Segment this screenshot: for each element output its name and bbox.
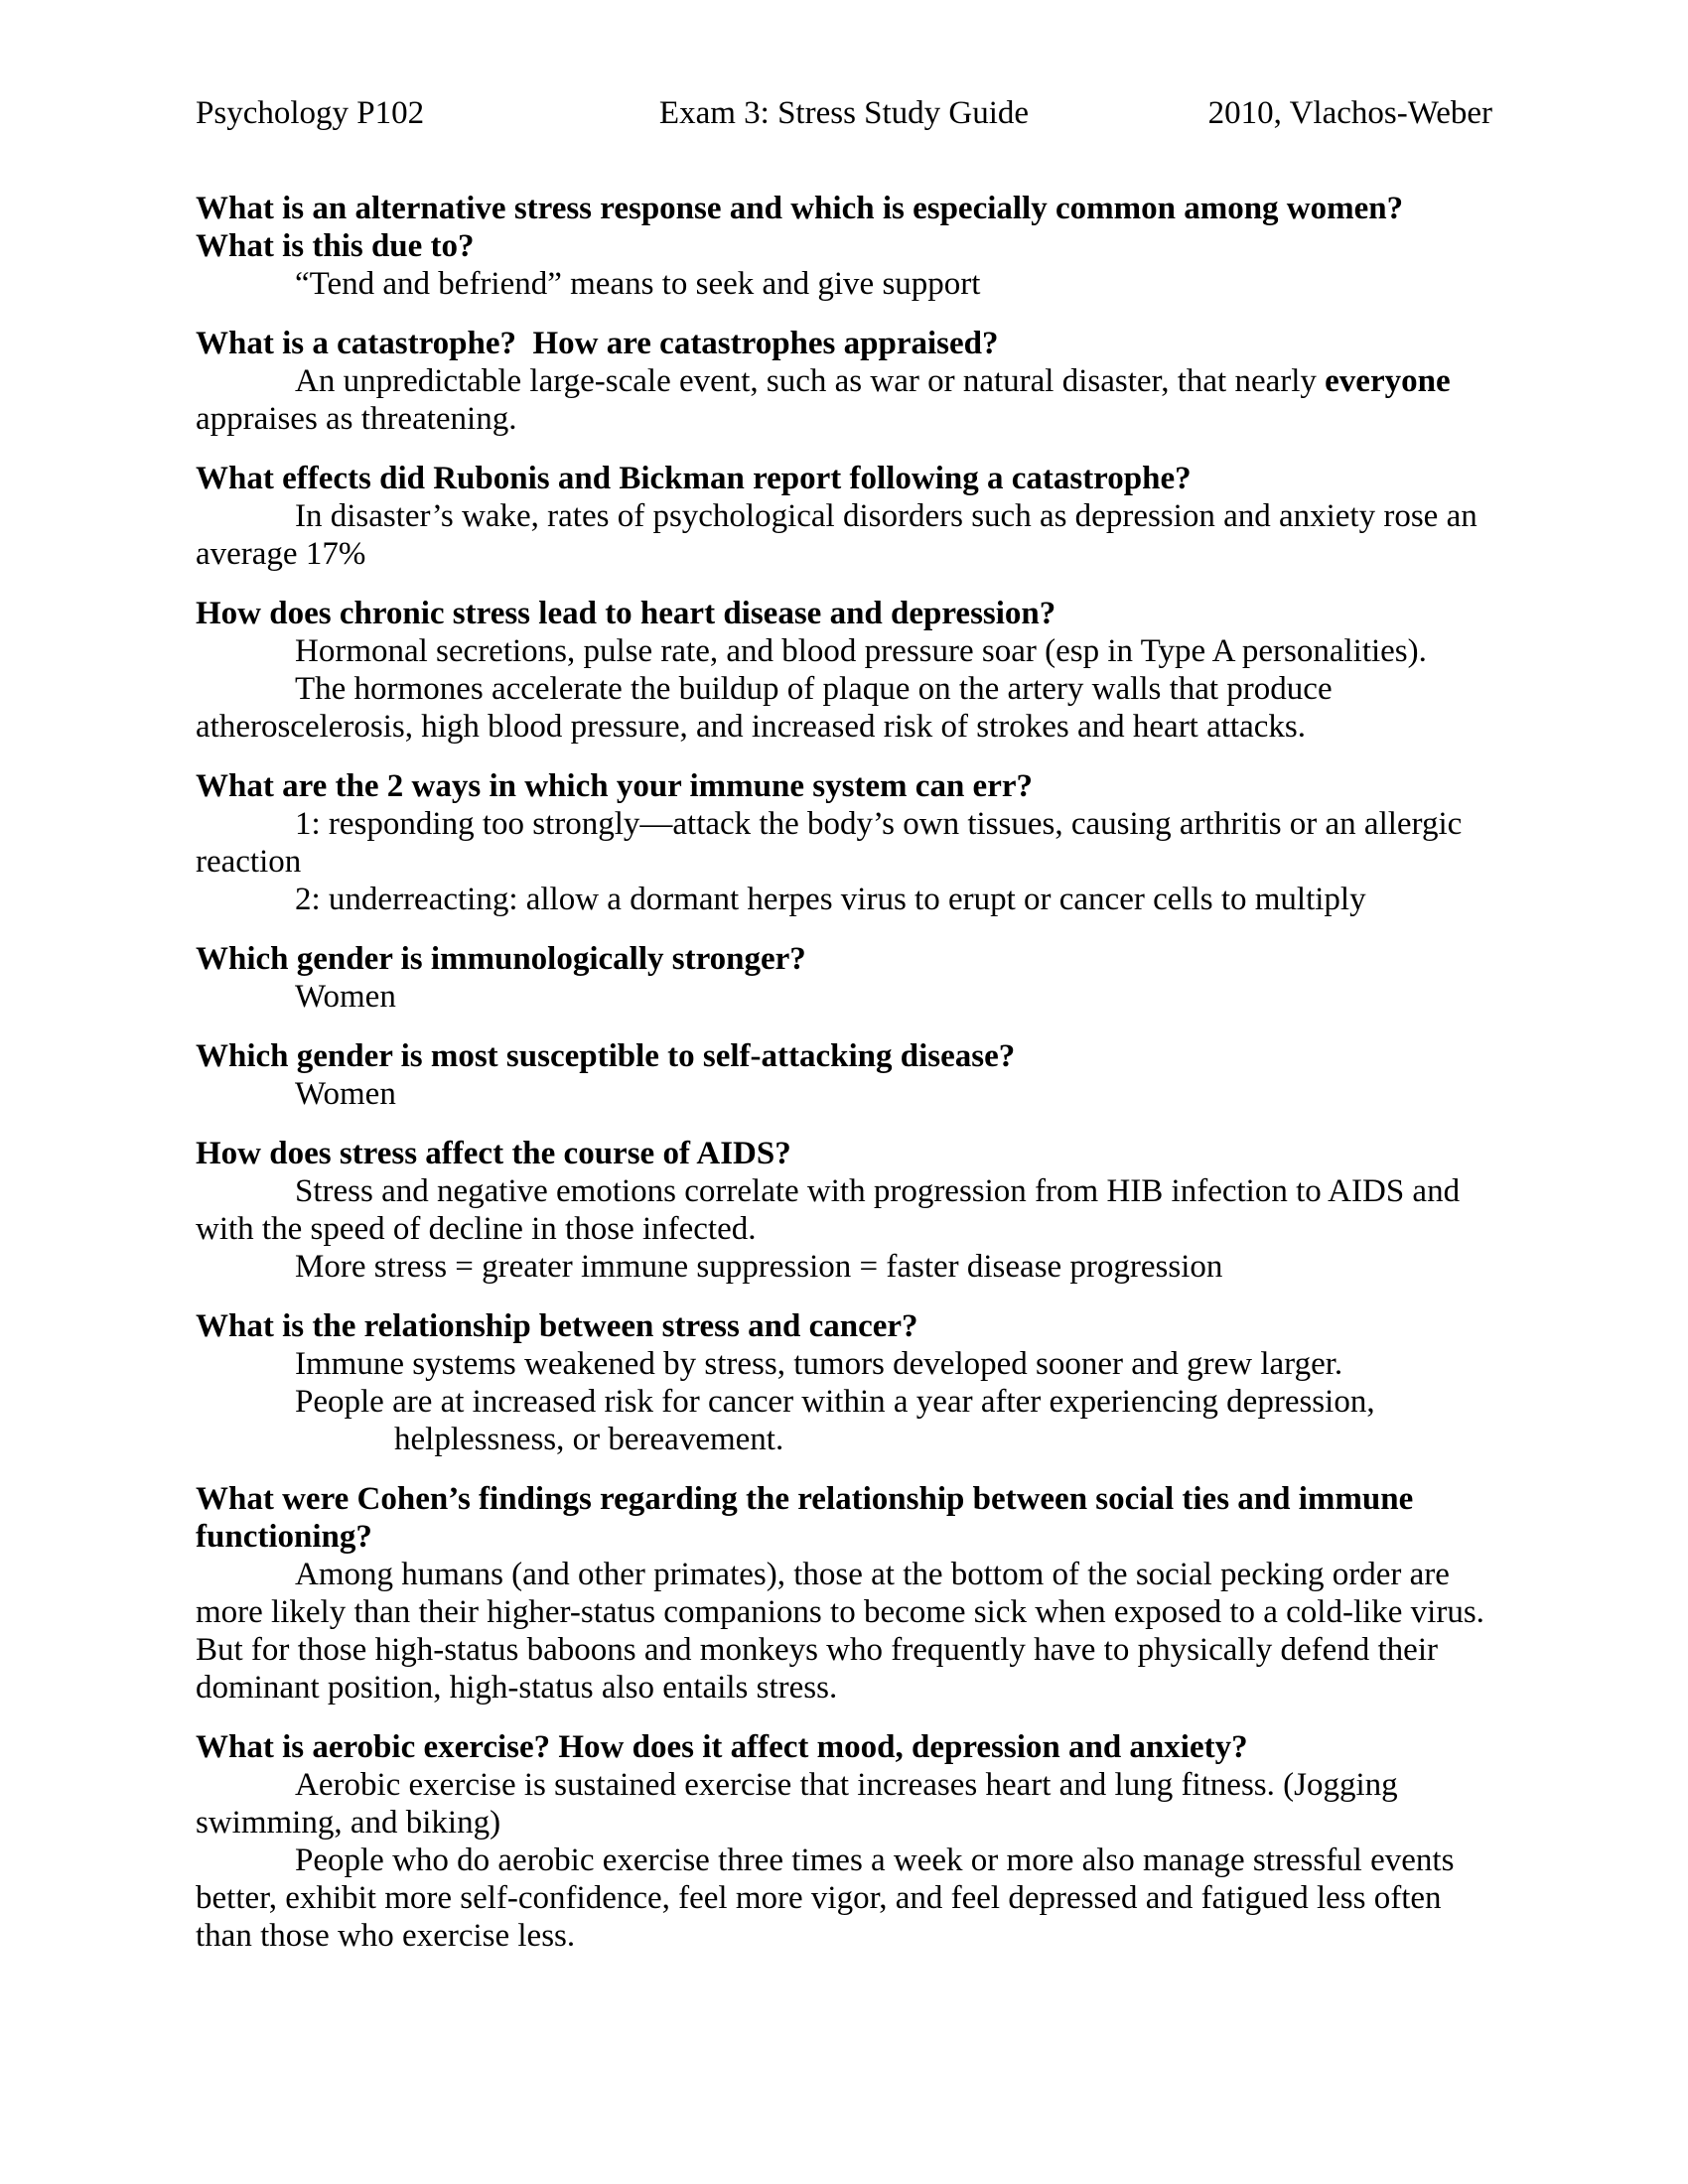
answer-text: In disaster’s wake, rates of psychological disorders such as depression and anxiety rose an average 17% xyxy=(196,498,1485,572)
question-text: What is an alternative stress response and which is especially common among women? What is this due to? xyxy=(196,191,1420,264)
answer-line xyxy=(196,497,1492,573)
answer-text: Aerobic exercise is sustained exercise that increases heart and lung fitness. (Jogging swimming, and biking) xyxy=(196,1767,1406,1841)
answer-text: helplessness, or bereavement. xyxy=(394,1422,784,1457)
question-text: What is a catastrophe? How are catastrophes appraised? xyxy=(196,326,999,361)
answer-text: 1: responding too strongly—attack the body’s own tissues, causing arthritis or an allergic reaction xyxy=(196,806,1471,880)
question-text: What are the 2 ways in which your immune system can err? xyxy=(196,768,1033,804)
answer-line xyxy=(196,632,1492,670)
question-text: What is aerobic exercise? How does it affect mood, depression and anxiety? xyxy=(196,1729,1248,1765)
answer-line xyxy=(196,265,1492,303)
answer-text: Women xyxy=(295,979,396,1015)
answer-text: “Tend and befriend” means to seek and give support xyxy=(295,266,981,302)
answer-line xyxy=(196,1345,1492,1383)
qa-section xyxy=(196,1728,1492,1955)
qa-list xyxy=(196,190,1501,1955)
qa-section xyxy=(196,1307,1492,1458)
answer-bold-text: everyone xyxy=(1325,363,1451,399)
qa-section xyxy=(196,1135,1492,1286)
header-course: Psychology P102 xyxy=(196,95,425,131)
answer-line xyxy=(196,881,1492,918)
answer-text: People who do aerobic exercise three times a week or more also manage stressful events better, exhibit more self-confidence, feel more vigor, and feel depressed and fatigued less often than those who exercise less. xyxy=(196,1843,1463,1954)
answer-lines xyxy=(196,1172,1492,1286)
qa-section xyxy=(196,460,1492,573)
answer-lines xyxy=(196,362,1492,438)
qa-section xyxy=(196,1480,1501,1706)
answer-text: appraises as threatening. xyxy=(196,363,1459,437)
question-text: What effects did Rubonis and Bickman report following a catastrophe? xyxy=(196,461,1192,496)
header-title: Exam 3: Stress Study Guide xyxy=(658,95,1030,131)
question-text: How does stress affect the course of AIDS? xyxy=(196,1136,791,1171)
answer-lines xyxy=(196,265,1492,303)
answer-lines xyxy=(196,1345,1492,1458)
answer-text: Among humans (and other primates), those at the bottom of the social pecking order are more likely than their higher-status companions to become sick when exposed to a cold-like virus. But for those high-status baboons and monkeys who frequently have to physically defend their dominant position, high-status also entails stress. xyxy=(196,1557,1501,1706)
answer-line xyxy=(196,1766,1492,1842)
header-author-year: 2010, Vlachos-Weber xyxy=(1207,95,1492,131)
answer-text: Women xyxy=(295,1076,396,1112)
answer-line xyxy=(196,1172,1492,1248)
answer-lines xyxy=(196,978,1492,1016)
answer-line xyxy=(196,1842,1492,1955)
question-text: What were Cohen’s findings regarding the relationship between social ties and immune functioning? xyxy=(196,1481,1422,1555)
answer-text: An unpredictable large-scale event, such as war or natural disaster, that nearly xyxy=(295,363,1326,399)
answer-text: 2: underreacting: allow a dormant herpes virus to erupt or cancer cells to multiply xyxy=(295,882,1366,917)
answer-line xyxy=(196,805,1492,881)
answer-lines xyxy=(196,1556,1501,1706)
answer-text: Hormonal secretions, pulse rate, and blood pressure soar (esp in Type A personalities). xyxy=(295,633,1427,669)
question-text: How does chronic stress lead to heart disease and depression? xyxy=(196,596,1056,631)
answer-line xyxy=(196,670,1492,746)
answer-line xyxy=(196,1421,1492,1458)
answer-line xyxy=(196,1248,1492,1286)
question-text: Which gender is immunologically stronger? xyxy=(196,941,806,977)
page-header xyxy=(196,94,1492,132)
qa-section xyxy=(196,1037,1492,1113)
answer-line xyxy=(196,1075,1492,1113)
qa-section xyxy=(196,767,1492,918)
answer-lines xyxy=(196,1075,1492,1113)
answer-lines xyxy=(196,1766,1492,1955)
qa-section xyxy=(196,325,1492,438)
question-text: Which gender is most susceptible to self-attacking disease? xyxy=(196,1038,1016,1074)
answer-text: More stress = greater immune suppression = faster disease progression xyxy=(295,1249,1223,1285)
answer-lines xyxy=(196,805,1492,918)
qa-section xyxy=(196,595,1492,746)
answer-line xyxy=(196,1556,1501,1706)
answer-text: Stress and negative emotions correlate with progression from HIB infection to AIDS and with the speed of decline in those infected. xyxy=(196,1173,1469,1247)
qa-section xyxy=(196,940,1492,1016)
question-text: What is the relationship between stress and cancer? xyxy=(196,1308,918,1344)
qa-section xyxy=(196,190,1492,303)
answer-line xyxy=(196,978,1492,1016)
answer-line xyxy=(196,362,1492,438)
answer-lines xyxy=(196,497,1492,573)
answer-text: People are at increased risk for cancer within a year after experiencing depression, xyxy=(295,1384,1375,1420)
answer-lines xyxy=(196,632,1492,746)
answer-line xyxy=(196,1383,1492,1421)
answer-text: Immune systems weakened by stress, tumors developed sooner and grew larger. xyxy=(295,1346,1343,1382)
answer-text: The hormones accelerate the buildup of plaque on the artery walls that produce atheroscelerosis, high blood pressure, and increased risk of strokes and heart attacks. xyxy=(196,671,1340,745)
